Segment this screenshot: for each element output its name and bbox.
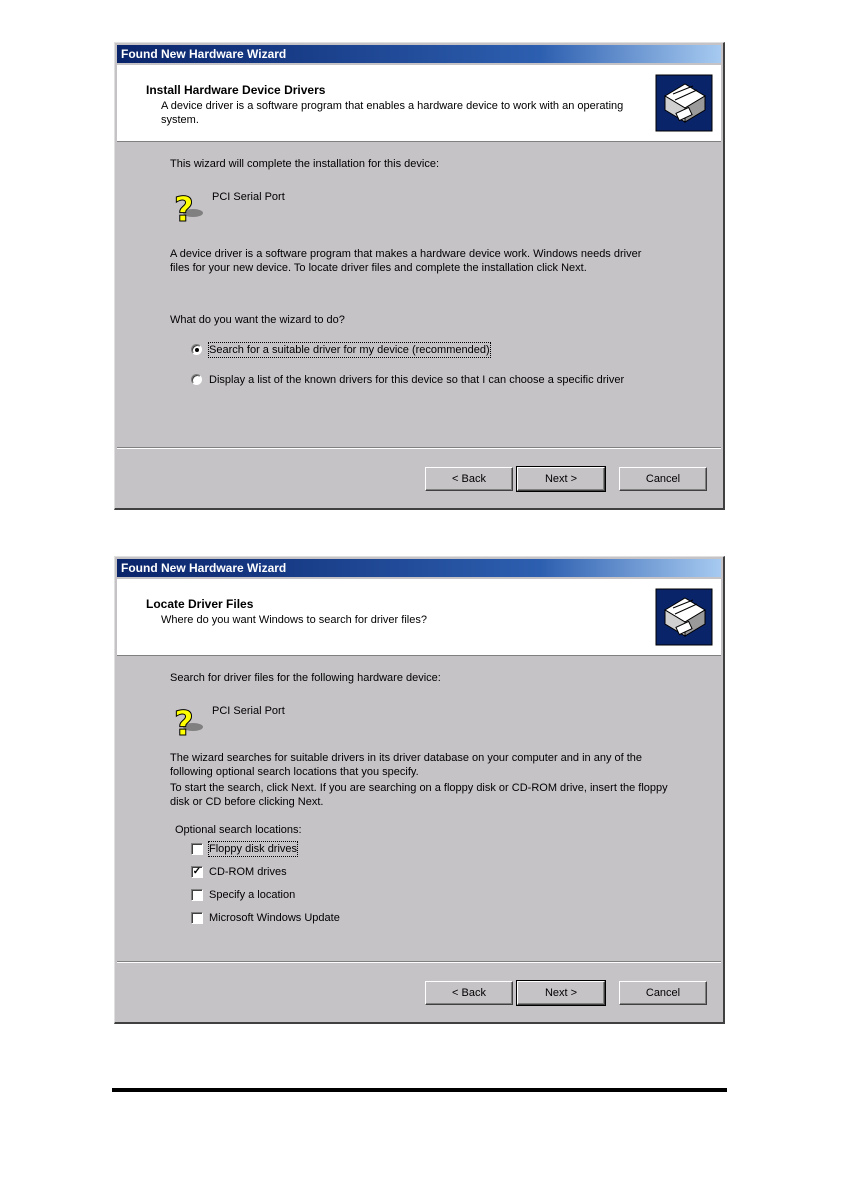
- intro-text: Search for driver files for the following hardware device:: [170, 672, 441, 684]
- back-button[interactable]: < Back: [425, 981, 513, 1005]
- option-display-list-label[interactable]: Display a list of the known drivers for this device so that I can choose a specific driver: [209, 374, 625, 386]
- radio-display-list[interactable]: [191, 374, 202, 385]
- svg-text:?: ?: [174, 704, 194, 741]
- device-name: PCI Serial Port: [212, 705, 285, 717]
- wizard-header: [117, 65, 721, 142]
- option-search-driver-label[interactable]: Search for a suitable driver for my device (recommended): [209, 344, 490, 356]
- title-bar[interactable]: Found New Hardware Wizard: [117, 45, 721, 63]
- wizard-header: [117, 579, 721, 656]
- description-text: A device driver is a software program that makes a hardware device work. Windows needs driver files for your new device. To locate driver files and complete the installation click Next.: [170, 248, 642, 274]
- title-bar[interactable]: Found New Hardware Wizard: [117, 559, 721, 577]
- question-mark-icon: [171, 189, 205, 227]
- header-subtitle: Where do you want Windows to search for driver files?: [161, 614, 427, 626]
- cdrom-label[interactable]: CD-ROM drives: [209, 866, 287, 878]
- hardware-chip-icon: [655, 74, 713, 132]
- hardware-chip-icon: [655, 588, 713, 646]
- svg-text:?: ?: [174, 190, 194, 227]
- question-mark-icon: [171, 703, 205, 741]
- checkbox-floppy[interactable]: [191, 843, 203, 855]
- radio-search-driver[interactable]: [191, 344, 202, 355]
- device-name: PCI Serial Port: [212, 191, 285, 203]
- next-button[interactable]: Next >: [517, 467, 605, 491]
- separator: [117, 447, 721, 449]
- wizard-dialog-locate-files: [114, 556, 725, 1024]
- intro-text: This wizard will complete the installation for this device:: [170, 158, 440, 170]
- specify-label[interactable]: Specify a location: [209, 889, 296, 901]
- cancel-button[interactable]: Cancel: [619, 467, 707, 491]
- header-subtitle: A device driver is a software program that enables a hardware device to work with an operating system.: [161, 100, 624, 126]
- description-text-1: The wizard searches for suitable drivers in its driver database on your computer and in any of the following optional search locations that you specify.: [170, 752, 643, 778]
- update-label[interactable]: Microsoft Windows Update: [209, 912, 340, 924]
- checkbox-specify[interactable]: [191, 889, 203, 901]
- description-text-2: To start the search, click Next. If you are searching on a floppy disk or CD-ROM drive, insert the floppy disk or CD before clicking Next.: [170, 782, 668, 808]
- cancel-button[interactable]: Cancel: [619, 981, 707, 1005]
- separator: [117, 961, 721, 963]
- header-title: Locate Driver Files: [146, 597, 254, 611]
- checkbox-cdrom[interactable]: ✓: [192, 866, 202, 877]
- header-title: Install Hardware Device Drivers: [146, 83, 326, 97]
- question-text: What do you want the wizard to do?: [170, 314, 345, 326]
- back-button[interactable]: < Back: [425, 467, 513, 491]
- floppy-label[interactable]: Floppy disk drives: [209, 843, 298, 855]
- checkbox-update[interactable]: [191, 912, 203, 924]
- next-button[interactable]: Next >: [517, 981, 605, 1005]
- page-rule: [112, 1088, 727, 1092]
- wizard-dialog-install-drivers: [114, 42, 725, 510]
- locations-label: Optional search locations:: [175, 824, 302, 836]
